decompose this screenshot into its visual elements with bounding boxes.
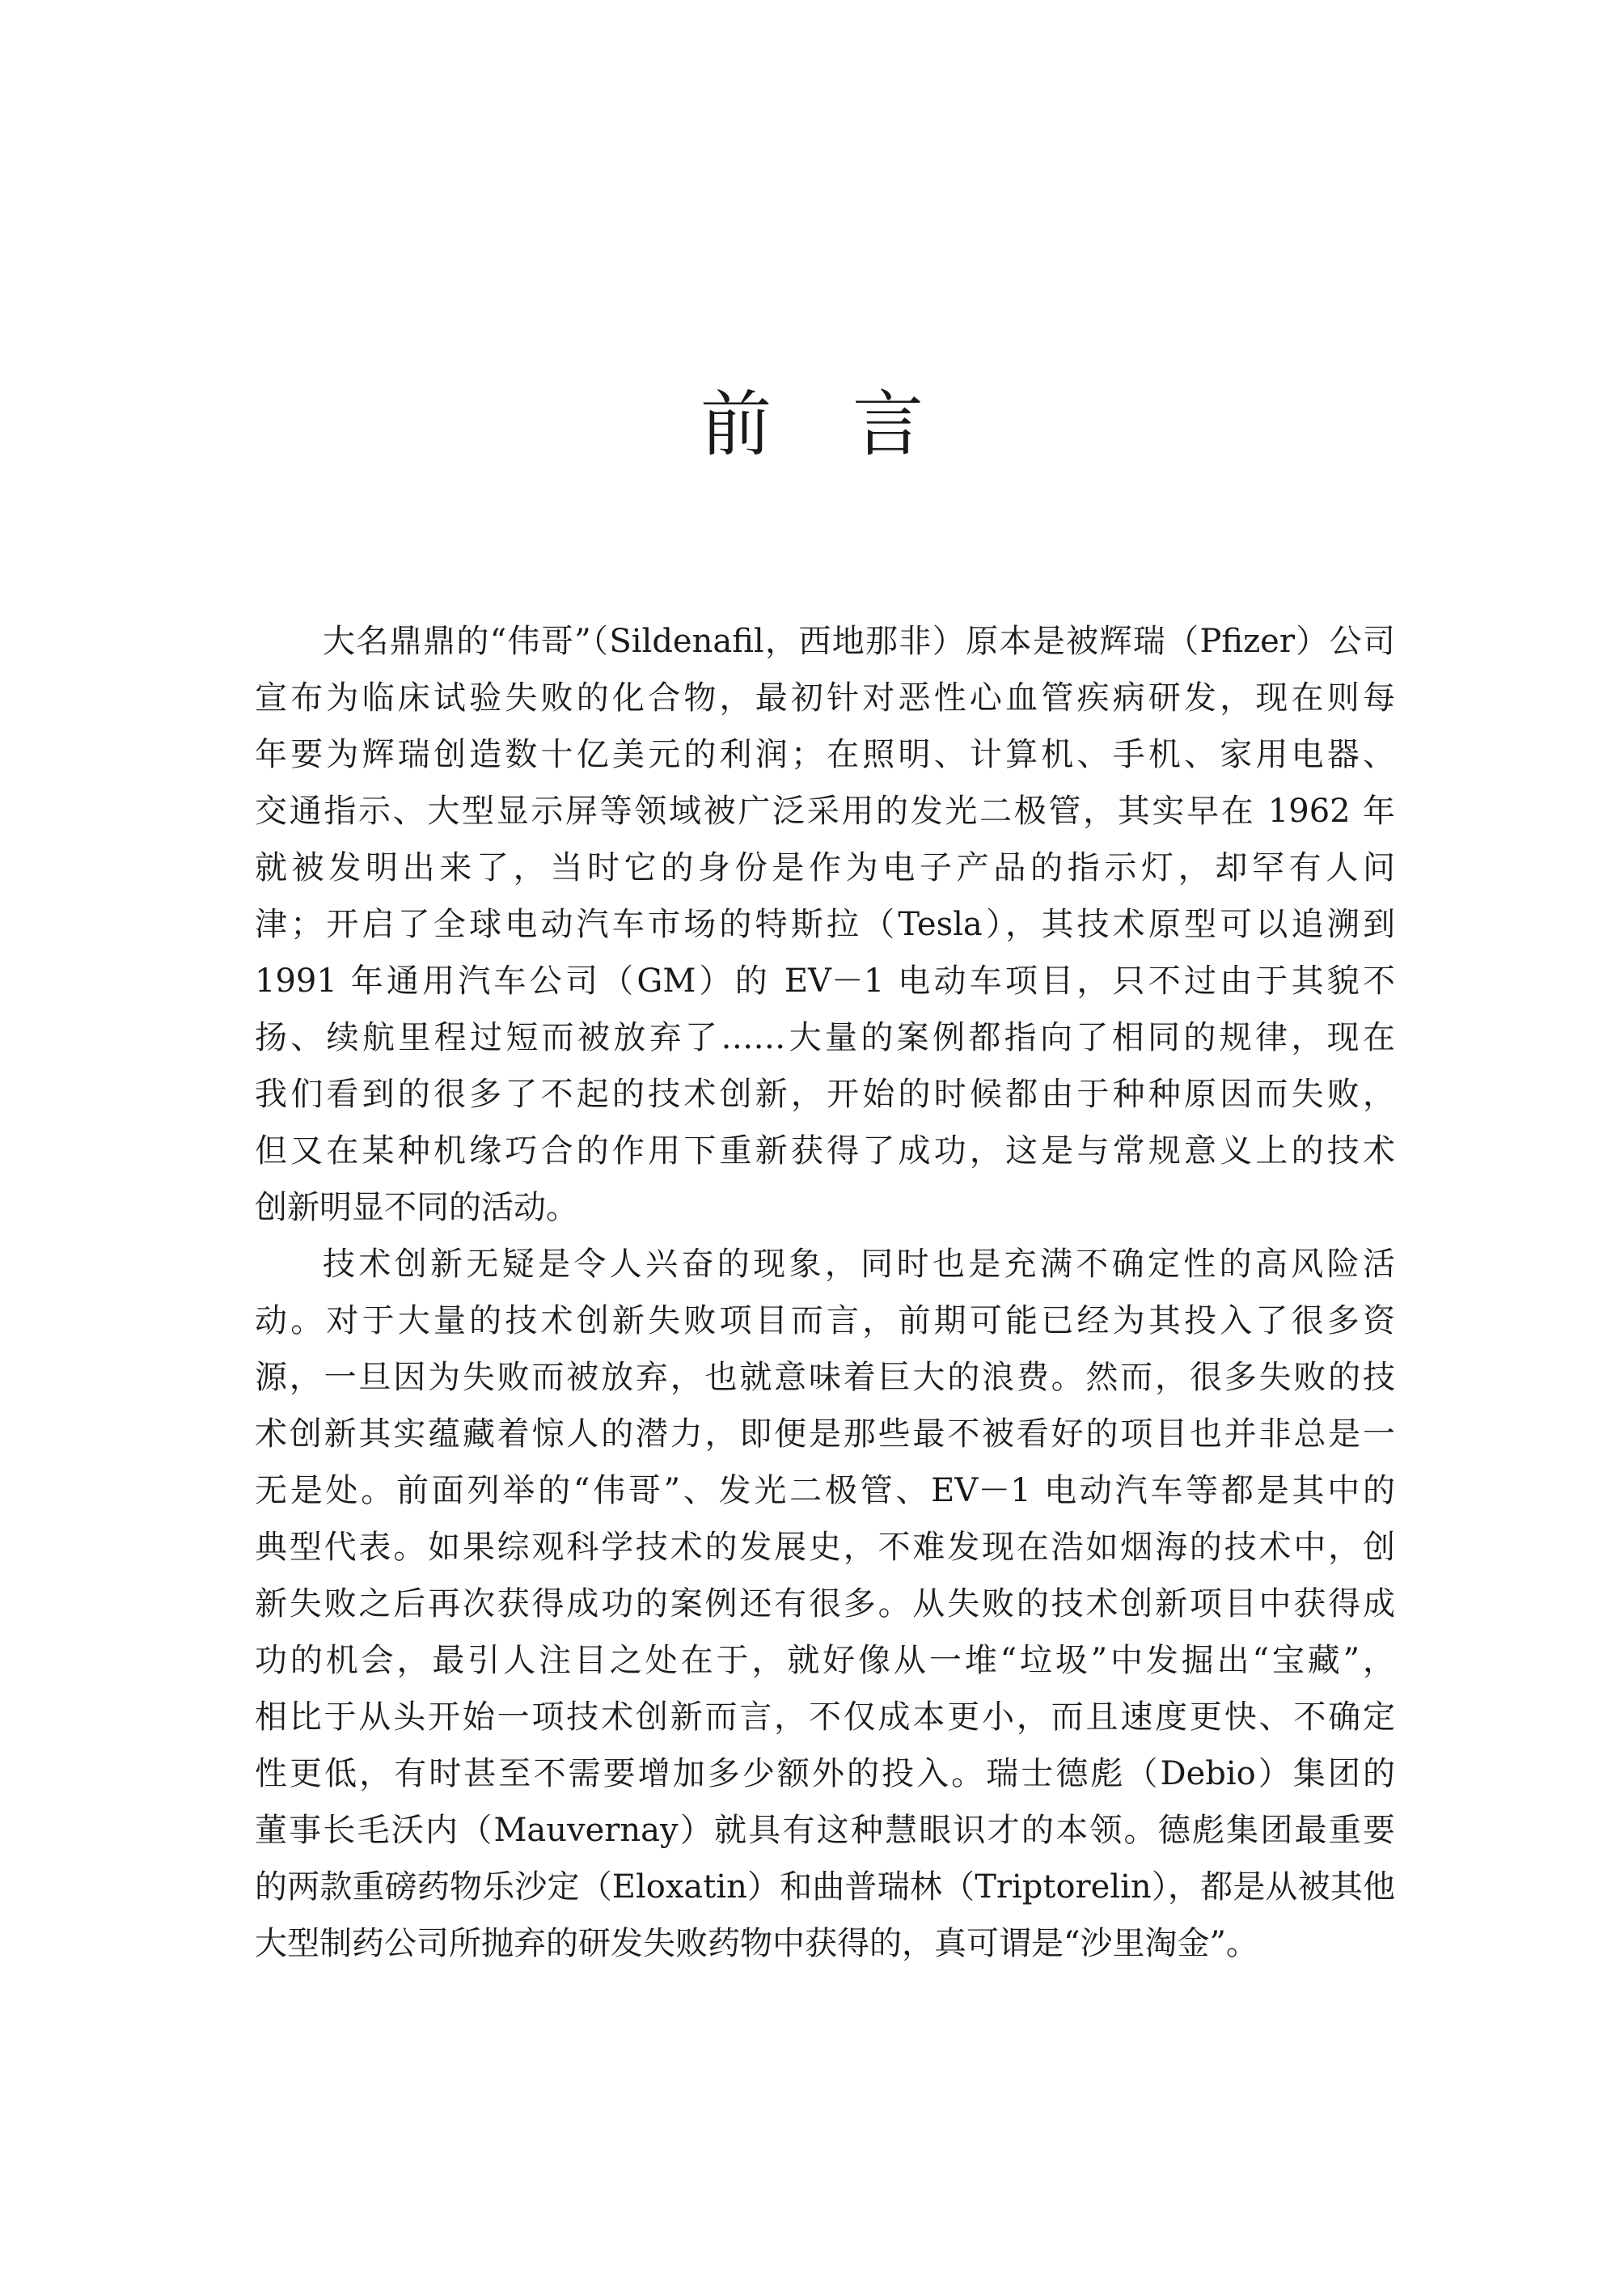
text-line: 大名鼎鼎的“伟哥”（Sildenafil，西地那非）原本是被辉瑞（Pfizer）公司 xyxy=(323,623,1395,660)
text-line: 创新明显不同的活动。 xyxy=(255,1189,578,1226)
title-char-1: 前 xyxy=(700,383,772,466)
text-line: 功的机会，最引人注目之处在于，就好像从一堆“垃圾”中发掘出“宝藏”， xyxy=(255,1642,1395,1679)
text-line: 新失败之后再次获得成功的案例还有很多。从失败的技术创新项目中获得成 xyxy=(255,1585,1395,1622)
text-line: 扬、续航里程过短而被放弃了……大量的案例都指向了相同的规律，现在 xyxy=(255,1019,1395,1056)
text-line: 性更低，有时甚至不需要增加多少额外的投入。瑞士德彪（Debio）集团的 xyxy=(255,1755,1395,1792)
text-line: 相比于从头开始一项技术创新而言，不仅成本更小，而且速度更快、不确定 xyxy=(255,1699,1395,1736)
text-line: 动。对于大量的技术创新失败项目而言，前期可能已经为其投入了很多资 xyxy=(255,1302,1395,1339)
text-line: 宣布为临床试验失败的化合物，最初针对恶性心血管疾病研发，现在则每 xyxy=(255,679,1395,717)
text-line: 源，一旦因为失败而被放弃，也就意味着巨大的浪费。然而，很多失败的技 xyxy=(255,1359,1395,1396)
text-line: 就被发明出来了，当时它的身份是作为电子产品的指示灯，却罕有人问 xyxy=(255,849,1395,886)
text-line: 津；开启了全球电动汽车市场的特斯拉（Tesla），其技术原型可以追溯到 xyxy=(255,906,1395,943)
text-line: 术创新其实蕴藏着惊人的潜力，即便是那些最不被看好的项目也并非总是一 xyxy=(255,1415,1395,1453)
text-line: 技术创新无疑是令人兴奋的现象，同时也是充满不确定性的高风险活 xyxy=(323,1246,1395,1283)
text-line: 典型代表。如果综观科学技术的发展史，不难发现在浩如烟海的技术中，创 xyxy=(255,1529,1395,1566)
title-char-2: 言 xyxy=(852,383,924,466)
text-line: 董事长毛沃内（Mauvernay）就具有这种慧眼识才的本领。德彪集团最重要 xyxy=(255,1812,1395,1849)
text-line: 的两款重磅药物乐沙定（Eloxatin）和曲普瑞林（Triptorelin），都是从被其他 xyxy=(255,1868,1395,1906)
text-line: 我们看到的很多了不起的技术创新，开始的时候都由于种种原因而失败， xyxy=(255,1076,1395,1113)
text-line: 但又在某种机缘巧合的作用下重新获得了成功，这是与常规意义上的技术 xyxy=(255,1132,1395,1170)
page-title xyxy=(0,380,1624,469)
text-line: 大型制药公司所抛弃的研发失败药物中获得的，真可谓是“沙里淘金”。 xyxy=(255,1925,1258,1962)
text-line: 1991 年通用汽车公司（GM）的 EV－1 电动车项目，只不过由于其貌不 xyxy=(255,962,1395,1000)
text-line: 年要为辉瑞创造数十亿美元的利润；在照明、计算机、手机、家用电器、 xyxy=(255,736,1395,773)
text-line: 无是处。前面列举的“伟哥”、发光二极管、EV－1 电动汽车等都是其中的 xyxy=(255,1472,1395,1509)
text-line: 交通指示、大型显示屏等领域被广泛采用的发光二极管，其实早在 1962 年 xyxy=(255,793,1395,830)
body-text xyxy=(255,613,1395,1972)
paragraph-1 xyxy=(255,613,1395,1236)
paragraph-2 xyxy=(255,1236,1395,1972)
